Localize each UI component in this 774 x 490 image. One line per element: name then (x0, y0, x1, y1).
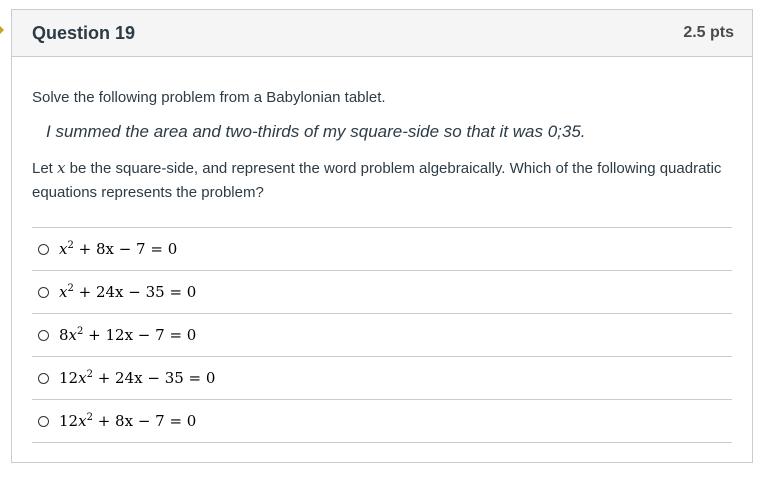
eq-rest: + 24x − 35 = 0 (73, 283, 197, 301)
radio-button[interactable] (38, 244, 49, 255)
prompt-text-end: be the square-side, and represent the word problem algebraically. Which of the following quadratic equations represents the problem? (32, 160, 722, 201)
eq-variable: x (78, 412, 87, 430)
eq-variable: x (78, 369, 87, 387)
answer-option[interactable] (32, 357, 732, 400)
tablet-quote: I summed the area and two-thirds of my square-side so that it was 0;35. (46, 122, 586, 141)
question-title: Question 19 (32, 22, 136, 43)
radio-button[interactable] (38, 287, 49, 298)
question-prompt (32, 156, 732, 205)
answer-equation (59, 283, 196, 301)
question-flag-marker (0, 26, 4, 34)
eq-variable: x (68, 326, 78, 344)
eq-variable: x (59, 283, 68, 301)
prompt-variable: x (57, 159, 66, 177)
question-body (12, 89, 752, 443)
question-intro: Solve the following problem from a Babylonian tablet. (32, 89, 386, 106)
answer-equation (59, 326, 196, 344)
eq-exponent: 2 (86, 412, 93, 423)
radio-button[interactable] (38, 416, 49, 427)
eq-coefficient: 8 (59, 326, 69, 344)
answer-equation (59, 240, 177, 258)
answer-equation (59, 412, 196, 430)
eq-rest: + 8x − 7 = 0 (92, 412, 197, 430)
answer-option[interactable] (32, 271, 732, 314)
question-header (12, 10, 752, 57)
eq-rest: + 8x − 7 = 0 (73, 240, 178, 258)
prompt-text-start: Let (32, 160, 58, 177)
eq-variable: x (59, 240, 68, 258)
answer-option[interactable] (32, 400, 732, 443)
eq-rest: + 24x − 35 = 0 (92, 369, 216, 387)
question-card (11, 9, 753, 463)
answer-list (32, 227, 732, 443)
answer-option[interactable] (32, 314, 732, 357)
answer-option[interactable] (32, 228, 732, 271)
eq-exponent: 2 (86, 369, 93, 380)
eq-exponent: 2 (77, 326, 84, 337)
answer-equation (59, 369, 215, 387)
question-points: 2.5 pts (683, 24, 734, 41)
eq-rest: + 12x − 7 = 0 (83, 326, 197, 344)
eq-coefficient: 12 (59, 369, 79, 387)
radio-button[interactable] (38, 330, 49, 341)
eq-coefficient: 12 (59, 412, 79, 430)
eq-exponent: 2 (67, 283, 74, 294)
eq-exponent: 2 (67, 240, 74, 251)
radio-button[interactable] (38, 373, 49, 384)
